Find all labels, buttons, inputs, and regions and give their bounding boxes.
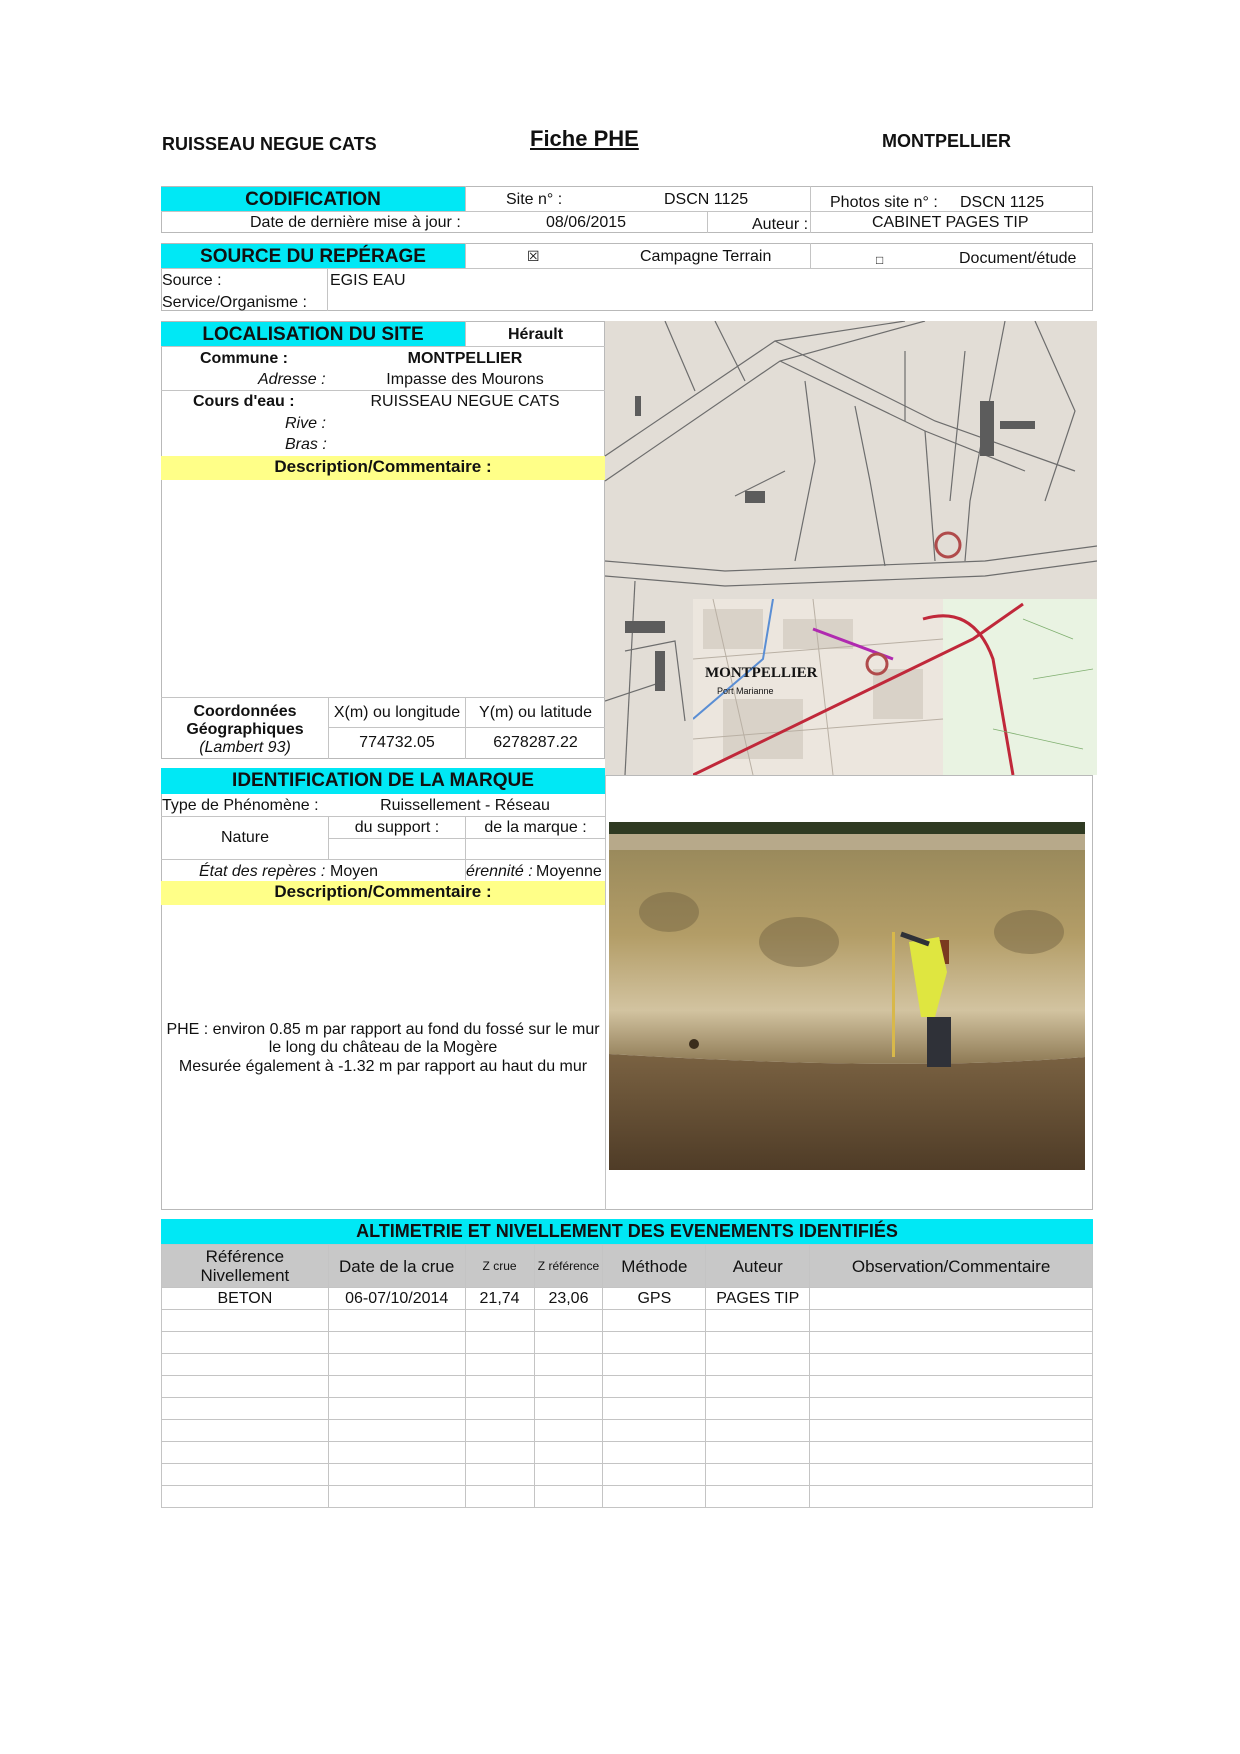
table-cell (534, 1464, 603, 1486)
table-row (162, 1398, 1093, 1420)
header-right: MONTPELLIER (882, 131, 1011, 151)
coord-label-1: Coordonnées (193, 703, 297, 720)
table-cell (162, 1332, 329, 1354)
inset-map-sublabel: Port Marianne (717, 686, 774, 696)
photos-label: Photos site n° : (830, 194, 938, 211)
table-cell (328, 1310, 465, 1332)
table-cell (162, 1464, 329, 1486)
table-row (162, 1288, 1093, 1310)
table-cell (603, 1442, 706, 1464)
table-cell (162, 1398, 329, 1420)
col-methode: Méthode (603, 1245, 706, 1288)
perennite-value: Moyenne (536, 863, 602, 880)
table-cell (706, 1332, 810, 1354)
table-cell (603, 1332, 706, 1354)
y-label: Y(m) ou latitude (479, 704, 592, 721)
site-photo (609, 822, 1085, 1170)
table-cell (328, 1420, 465, 1442)
col-z-crue: Z crue (465, 1245, 534, 1288)
table-cell (810, 1310, 1093, 1332)
altimetrie-header-row (162, 1245, 1093, 1288)
col-auteur: Auteur (706, 1245, 810, 1288)
table-cell (162, 1310, 329, 1332)
auteur-label: Auteur : (752, 216, 809, 233)
table-cell (328, 1354, 465, 1376)
coord-label-2: Géographiques (186, 721, 304, 738)
codification-title: CODIFICATION (161, 187, 465, 212)
table-row (162, 1332, 1093, 1354)
cell-z-reference: 23,06 (534, 1288, 603, 1310)
table-row (162, 1442, 1093, 1464)
campagne-checkbox[interactable]: ☒ (527, 248, 540, 264)
table-cell (465, 1420, 534, 1442)
table-cell (328, 1442, 465, 1464)
localisation-title: LOCALISATION DU SITE (161, 322, 465, 347)
site-label: Site n° : (506, 191, 563, 208)
table-row (162, 1486, 1093, 1508)
etat-value: Moyen (330, 863, 379, 880)
table-row (162, 1354, 1093, 1376)
table-cell (706, 1310, 810, 1332)
table-cell (603, 1486, 706, 1508)
table-row (162, 1420, 1093, 1442)
table-cell (162, 1486, 329, 1508)
type-value: Ruissellement - Réseau (380, 797, 550, 814)
table-cell (706, 1420, 810, 1442)
table-cell (810, 1398, 1093, 1420)
table-cell (328, 1398, 465, 1420)
auteur-value: CABINET PAGES TIP (872, 214, 1029, 231)
nature-label: Nature (220, 829, 270, 846)
table-cell (810, 1420, 1093, 1442)
table-cell (603, 1398, 706, 1420)
table-cell (534, 1398, 603, 1420)
table-cell (465, 1376, 534, 1398)
table-cell (328, 1486, 465, 1508)
cours-value: RUISSEAU NEGUE CATS (370, 393, 560, 410)
table-cell (465, 1442, 534, 1464)
table-cell (162, 1376, 329, 1398)
desc-line-1: PHE : environ 0.85 m par rapport au fond du fossé sur le mur (166, 1021, 600, 1038)
table-cell (162, 1442, 329, 1464)
altimetrie-title: ALTIMETRIE ET NIVELLEMENT DES EVENEMENTS IDENTIFIÉS (161, 1219, 1093, 1244)
etat-label: État des repères : (199, 863, 326, 880)
table-cell (603, 1464, 706, 1486)
table-cell (465, 1486, 534, 1508)
col-reference: Référence Nivellement (162, 1245, 329, 1288)
topo-inset-map (693, 599, 1097, 775)
table-cell (603, 1376, 706, 1398)
identification-title: IDENTIFICATION DE LA MARQUE (161, 768, 605, 794)
identification-desc-title: Description/Commentaire : (161, 881, 605, 905)
table-cell (534, 1376, 603, 1398)
header-left: RUISSEAU NEGUE CATS (162, 134, 377, 154)
cours-label: Cours d'eau : (193, 393, 295, 410)
table-cell (328, 1376, 465, 1398)
cell-date: 06-07/10/2014 (328, 1288, 465, 1310)
date-label: Date de dernière mise à jour : (250, 214, 461, 231)
commune-value: MONTPELLIER (407, 350, 523, 367)
support-label: du support : (354, 819, 440, 836)
cadastral-map (605, 321, 1097, 775)
document-checkbox[interactable]: □ (876, 253, 884, 267)
cell-reference: BETON (162, 1288, 329, 1310)
perennite-label: érennité : (466, 863, 533, 880)
altimetrie-table (161, 1244, 1093, 1508)
table-cell (162, 1420, 329, 1442)
table-cell (603, 1420, 706, 1442)
marque-label: de la marque : (484, 819, 587, 836)
table-cell (603, 1310, 706, 1332)
empty-rows (162, 1310, 1093, 1508)
table-cell (465, 1332, 534, 1354)
inset-map-label: MONTPELLIER (705, 665, 818, 681)
campagne-label: Campagne Terrain (640, 248, 772, 265)
source-value: EGIS EAU (330, 272, 406, 289)
col-observation: Observation/Commentaire (810, 1245, 1093, 1288)
cell-auteur: PAGES TIP (706, 1288, 810, 1310)
table-cell (162, 1354, 329, 1376)
col-date: Date de la crue (328, 1245, 465, 1288)
date-value: 08/06/2015 (546, 214, 627, 231)
desc-line-3: Mesurée également à -1.32 m par rapport au haut du mur (178, 1058, 588, 1075)
table-cell (465, 1398, 534, 1420)
site-photo-drawing (609, 822, 1085, 1170)
source-title: SOURCE DU REPÉRAGE (161, 244, 465, 269)
table-cell (810, 1442, 1093, 1464)
table-cell (706, 1376, 810, 1398)
desc-line-2: le long du château de la Mogère (268, 1039, 498, 1056)
table-cell (534, 1354, 603, 1376)
coord-label-3: (Lambert 93) (199, 739, 291, 756)
table-cell (534, 1442, 603, 1464)
table-cell (534, 1310, 603, 1332)
cell-z-crue: 21,74 (465, 1288, 534, 1310)
table-cell (328, 1464, 465, 1486)
table-cell (465, 1310, 534, 1332)
x-label: X(m) ou longitude (333, 704, 461, 721)
table-cell (810, 1376, 1093, 1398)
type-label: Type de Phénomène : (162, 797, 319, 814)
table-cell (810, 1486, 1093, 1508)
cell-methode: GPS (603, 1288, 706, 1310)
adresse-label: Adresse : (258, 371, 326, 388)
adresse-value: Impasse des Mourons (386, 371, 544, 388)
y-value: 6278287.22 (493, 734, 578, 751)
rive-label: Rive : (285, 415, 326, 432)
col-z-reference: Z référence (534, 1245, 603, 1288)
table-cell (534, 1420, 603, 1442)
table-row (162, 1376, 1093, 1398)
table-row (162, 1310, 1093, 1332)
site-value: DSCN 1125 (664, 191, 749, 208)
bras-label: Bras : (285, 436, 327, 453)
table-cell (706, 1398, 810, 1420)
table-cell (465, 1464, 534, 1486)
table-cell (706, 1442, 810, 1464)
table-cell (328, 1332, 465, 1354)
table-cell (534, 1486, 603, 1508)
localisation-desc-title: Description/Commentaire : (161, 456, 605, 480)
cell-observation (810, 1288, 1093, 1310)
departement: Hérault (507, 326, 564, 343)
table-cell (810, 1354, 1093, 1376)
table-cell (810, 1464, 1093, 1486)
table-cell (603, 1354, 706, 1376)
service-label: Service/Organisme : (162, 294, 307, 311)
x-value: 774732.05 (359, 734, 435, 751)
commune-label: Commune : (200, 350, 288, 367)
photos-value: DSCN 1125 (960, 194, 1045, 211)
page-title: Fiche PHE (530, 126, 639, 151)
table-cell (706, 1486, 810, 1508)
table-cell (706, 1464, 810, 1486)
table-cell (465, 1354, 534, 1376)
table-cell (706, 1354, 810, 1376)
table-cell (810, 1332, 1093, 1354)
source-label: Source : (162, 272, 222, 289)
document-label: Document/étude (959, 250, 1077, 267)
table-cell (534, 1332, 603, 1354)
table-row (162, 1464, 1093, 1486)
